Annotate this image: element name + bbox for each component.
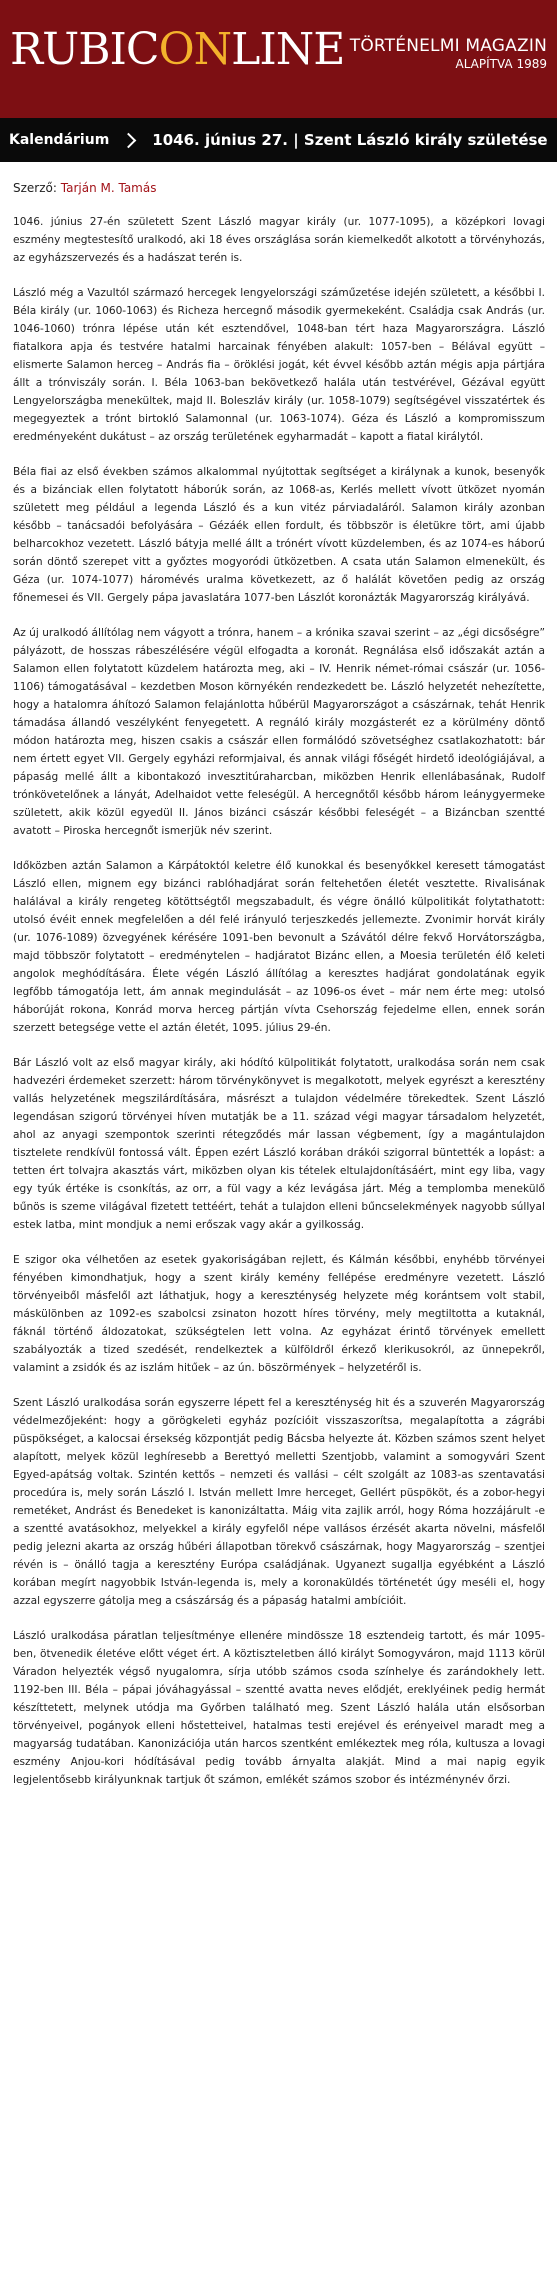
logo-part-rubic: RUBIC — [10, 24, 159, 75]
chevron-right-icon — [121, 132, 137, 148]
page-title: 1046. június 27. | Szent László király születése — [152, 131, 548, 149]
article-paragraph: Az új uralkodó állítólag nem vágyott a trónra, hanem – a krónika szavai szerint – az „égi dicsőségre” pályázott, de hosszas rábeszélésére végül elfogadta a koronát. Regnálása első időszakát aztán a Salamon ellen folytatott küzdelem határozta meg, aki – IV. Henrik német-római császár (ur. 1056-1106) támogatásával – kezdetben Moson környékén rendezkedett be. László helyzetét nehezítette, hogy a hatalomra áhítozó Salamon felajánlotta hűbérül Magyarországot a császárnak, tehát Henrik támadása állandó veszélyként fenyegetett. A regnáló király mozgásterét ez a körülmény döntő módon határozta meg, hiszen csakis a császár ellen formálódó szövetséghez csatlakozhatott: bár nem értett egyet VII. Gergely egyházi reformjaival, és annak világi főségét hirdető ideológiájával, a pápaság mellé állt a kibontakozó invesztitúraharcban, miközben Henrik ellenlábasának, Rudolf trónkövetelőnek a lányát, Adelhaidot vette feleségül. A hercegnőtől később három leánygyermeke született, akik közül egyedül II. János bizánci császár későbbi feleségét – a Bizáncban szentté avatott – Piroska hercegnőt ismerjük név szerint. — [13, 627, 545, 837]
article-paragraph: E szigor oka vélhetően az esetek gyakoriságában rejlett, és Kálmán későbbi, enyhébb törvényei fényében kimondhatjuk, hogy a szent király kemény fellépése eredményre vezetett. László törvényeiből másfelől azt láthatjuk, hogy a kereszténység helyzete még korántsem volt stabil, máskülönben az 1092-es szabolcsi zsinaton hozott híres törvény, mely megtiltotta a kutaknál, fáknál történő áldozatokat, szükségtelen lett volna. Az egyházat érintő törvények emellett szabályozták a tized szedését, rendelkeztek a külföldről érkező klerikusokról, az ünnepekről, valamint a zsidók és az iszlám hitűek – az ún. böszörmények – helyzetéről is. — [13, 1254, 545, 1374]
author-label: Szerző: — [13, 181, 57, 195]
author-line — [13, 180, 545, 196]
article-body — [0, 180, 557, 1789]
logo-part-on: ON — [158, 24, 232, 75]
article-paragraph: Béla fiai az első években számos alkalommal nyújtottak segítséget a királynak a kunok, besenyők és a bizánciak ellen folytatott háborúk során, az 1068-as, Kerlés mellett vívott ütközet nyomán született meg például a legenda László és a kun vitéz párviadaláról. Salamon király azonban később – tanácsadói befolyására – Gézáék ellen fordult, és többször is életükre tört, ami újabb belharcokhoz vezetett. László bátyja mellé állt a trónért vívott küzdelemben, és az 1074-es háború során döntő szerepet vitt a győztes mogyoródi ütközetben. A csata után Salamon elmenekült, és Géza (ur. 1074-1077) háromévés uralma következett, az ő halálát követően pedig az ország főnemesei és VII. Gergely pápa javaslatára 1077-ben Lászlót koronázták Magyarország királyává. — [13, 466, 545, 604]
article-paragraph: Bár László volt az első magyar király, aki hódító külpolitikát folytatott, uralkodása során nem csak hadvezéri érdemeket szerzett: három törvénykönyvet is megalkotott, melyek egyrészt a keresztény vallás helyzetének megszilárdítására, másrészt a tulajdon védelmére törekedtek. Szent László legendásan szigorú törvényei híven mutatják be a 11. század végi magyar társadalom helyzetét, ahol az anyagi szempontok szerinti rétegződés már lassan végbement, így a magántulajdon tisztelete rendkívül fontossá vált. Éppen ezért László korában drákói szigorral büntették a lopást: a tetten ért tolvajra akasztás várt, miközben olyan kis tételek eltulajdonításáért, mint egy liba, vagy egy tyúk értéke is csonkítás, az orr, a fül vagy a kéz levágása járt. Még a templomba menekülő bűnös is szeme világával fizetett tettéért, tehát a tulajdon elleni bűncselekmények nagyobb súllyal estek latba, mint mondjuk a nemi erőszak vagy akár a gyilkosság. — [13, 1057, 545, 1231]
breadcrumb-section-link[interactable]: Kalendárium — [9, 132, 110, 148]
breadcrumb — [0, 118, 557, 162]
site-tagline — [350, 36, 547, 72]
article-paragraph: Szent László uralkodása során egyszerre lépett fel a kereszténység hit és a szuverén Magyarország védelmezőjeként: hogy a görögkeleti egyház pozícióit visszaszorítsa, megalapította a zágrábi püspökséget, a kalocsai érsekség központját pedig Bácsba helyezte át. Közben számos szent helyet alapított, melyek közül leghíresebb a Berettyó melletti Szentjobb, valamint a somogyvári Szent Egyed-apátság voltak. Szintén kettős – nemzeti és vallási – célt szolgált az 1083-as szentavatási procedúra is, mely során László I. István mellett Imre herceget, Gellért püspököt, és a zobor-hegyi remetéket, Andrást és Benedeket is kanonizáltatta. Máig vita zajlik arról, hogy Róma hozzájárult -e a szentté avatásokhoz, melyekkel a király egyfelől népe vallásos érzését akarta növelni, másfelől pedig jelezni akarta az ország hűbéri állapotban törekvő császárnak, hogy Magyarország – szentjei révén is – önálló tagja a keresztény Európa családjának. Ugyanezt sugallja egyébként a László korában megírt nagyobbik István-legenda is, mely a koronaküldés történetét úgy meséli el, hogy azzal egyszerre gátolja meg a császárság és a pápaság hatalmi ambícióit. — [13, 1397, 545, 1607]
tagline-founded: ALAPÍTVA 1989 — [455, 57, 547, 71]
article-paragraph: Időközben aztán Salamon a Kárpátoktól keletre élő kunokkal és besenyőkkel keresett támogatást László ellen, mignem egy bizánci rablóhadjárat során feltehetően életét vesztette. Rivalisának halálával a király rengeteg kötöttségtől megszabadult, és végre önálló külpolitikát folytathatott: utolsó évéit ennek megfelelően a dél felé irányuló terjeszkedés jellemezte. Zvonimir horvát király (ur. 1076-1089) özvegyének kérésére 1091-ben bevonult a Szávától délre fekvő Horvátországba, majd többször folytatott – eredménytelen – hadjáratot Bizánc ellen, a Moesia területén élő keleti angolok meghódítására. Élete végén László állítólag a keresztes hadjárat gondolatának egyik legfőbb támogatója lett, ám annak megindulását – az 1096-os évet – már nem érte meg: utolsó háborúját rokona, Konrád morva herceg pártján vívta Csehország fejedelme ellen, ennek során szerzett betegsége vette el aztán életét, 1095. július 29-én. — [13, 860, 545, 1034]
logo-part-line: LINE — [231, 24, 345, 75]
author-name-link[interactable]: Tarján M. Tamás — [60, 181, 157, 195]
site-logo[interactable] — [10, 26, 344, 74]
tagline-title: TÖRTÉNELMI MAGAZIN — [349, 36, 547, 56]
article-paragraph: László még a Vazultól származó hercegek lengyelországi száműzetése idején született, a későbbi I. Béla király (ur. 1060-1063) és Richeza hercegnő második gyermekeként. Családja csak András (ur. 1046-1060) trónra lépése után két esztendővel, 1048-ban tért haza Magyarországra. László fiatalkora apja és testvére hatalmi harcainak fényében alakult: 1057-ben – Bélával együtt – elismerte Salamon herceg – András fia – öröklési jogát, két évvel később aztán mégis apja pártjára állt a trónviszály során. I. Béla 1063-ban bekövetkező halála után testvérével, Gézával együtt Lengyelországba menekültek, majd II. Boleszláv király (ur. 1058-1079) segítségével visszatértek és megegyeztek a trónt birtokló Salamonnal (ur. 1063-1074). Géza és László a kompromisszum eredményeként dukátust – az ország területének egyharmadát – kapott a fiatal királytól. — [13, 287, 545, 443]
article-paragraph: László uralkodása páratlan teljesítménye ellenére mindössze 18 esztendeig tartott, és már 1095-ben, ötvenedik életéve előtt véget ért. A köztiszteletben álló királyt Somogyváron, majd 1113 körül Váradon helyezték végső nyugalomra, sírja utóbb számos csoda színhelye és zarándokhely lett. 1192-ben III. Béla – pápai jóváhagyással – szentté avatta neves elődjét, ereklyéinek pedig hermát készíttetett, melynek utódja ma Győrben található meg. Szent László halála után elsősorban törvényeivel, pogányok elleni hőstetteivel, hatalmas testi erejével és erényeivel maradt meg a magyarság tudatában. Kanonizációja után harcos szentként emlékeztek meg róla, kultusza a lovagi eszmény Anjou-kori hódításával pedig tovább árnyalta alakját. Mind a mai napig egyik legjelentősebb királyunknak tartjuk őt számon, emlékét számos szobor és intézménynév őrzi. — [13, 1630, 545, 1786]
article-paragraph: 1046. június 27-én született Szent László magyar király (ur. 1077-1095), a középkori lovagi eszmény megtestesítő uralkodó, aki 18 éves országlása során kiemelkedőt alkotott a törvényhozás, az egyházszervezés és a hadászat terén is. — [13, 216, 545, 264]
site-header — [0, 0, 557, 118]
